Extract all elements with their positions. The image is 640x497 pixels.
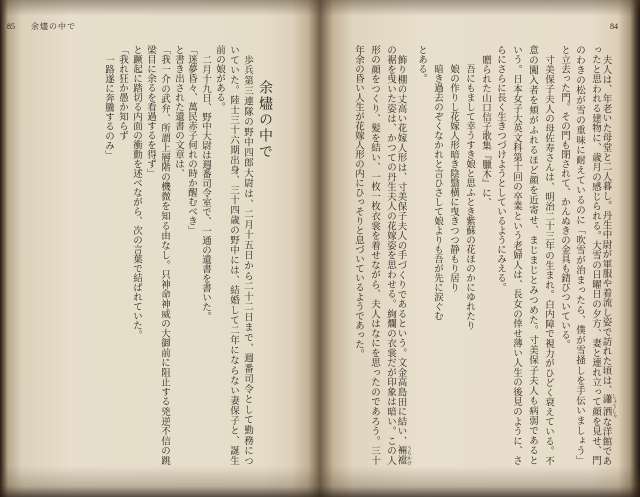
page-number: 84 — [610, 22, 618, 31]
text-line: 寸美保子夫人の母佐寿さんは、明治二十三年の生まれ。白内障で視力がひどく衰えている。不 — [543, 54, 554, 465]
text-line: ったと思われる建物に、歳月の感じられる。大雪の日曜日の夕方、妻と連れ立って顔を見せ、門 — [590, 45, 601, 465]
bottom-edge-shadow — [0, 466, 640, 497]
ruby-annotation: しょうしゃ — [611, 392, 617, 418]
poem-line: 暗き過去のぞくなかれと言ひさして娘よりも吾が先に涙ぐむ — [432, 64, 443, 321]
text-line: らにさらに長く生きつづけようとしているようにみえる。 — [495, 45, 506, 292]
page-number: 85 — [7, 22, 15, 31]
text-line: 意の闖入者を頬がふれるほど顔を近寄せ、まじまじとみつめた。寸美保子夫人も病弱であると — [527, 45, 538, 465]
text-segment: 飾り棚の丈高い花嫁人形は、寸美保子夫人の手づくりであるという。文金高島田に結い、 — [395, 54, 407, 446]
text-line: 前の娘がある。 — [214, 45, 225, 112]
text-line — [395, 45, 412, 465]
ruby-word — [395, 445, 412, 465]
text-segment: な洋館であ — [600, 416, 612, 466]
text-line: 形の顔をつくり、髪を結い、一枚一枚衣裳を着せながら、夫人はなにを思ったのであろう。三十 — [369, 45, 380, 465]
text-line: の裾を曳いた姿は、かつての丹生夫人の花嫁姿を思わせる。絢爛の衣裳だが印象は暗い。この人 — [385, 45, 396, 465]
poem-line: 吾にもまして幸うすき娘と思ふとき紫蘇の花ほのかにゆれたり — [464, 64, 475, 330]
text-line: とある。 — [416, 45, 427, 83]
top-edge-shadow — [0, 0, 640, 16]
text-line: いう。日本女子大英文科第十回の卒業という老婦人は、長女の倖せ薄い人生の後見のように、さ — [511, 45, 522, 465]
quoted-line: 「我一介の武弁、所謂上層階の機微を知る由なし。只神命神威の大御前に阻止する兇逆不信の跳 — [159, 45, 170, 465]
quoted-line: 「我れ狂か愚か知らず — [117, 45, 128, 140]
text-line — [600, 45, 617, 466]
text-line: と書き出された遺書の文章は、 — [173, 45, 184, 178]
ruby-word — [600, 392, 617, 418]
text-line: 年余の昏い人生が花嫁人形の内にひっそりと息づいているようであった。 — [353, 45, 364, 359]
text-segment: 夫人は、年老いた母堂と二人暮し。丹生中尉が軍服や着流し姿で訪れた頃は、 — [600, 54, 612, 395]
ruby-base: 瀟洒 — [600, 392, 612, 418]
ruby-annotation: うちかけ — [406, 445, 412, 465]
quoted-line: 「迷夢昏々、萬民赤子何れの時か醒むべき」 — [186, 45, 197, 235]
text-line: と蹶起に踏切る内面の衝動を述べながら、次の言葉で結ばれていた。 — [131, 45, 142, 340]
running-head: 余燼の中で — [31, 22, 76, 31]
right-page — [320, 0, 640, 497]
quoted-line: 一路遂に奔騰するのみ」 — [103, 54, 114, 159]
chapter-title: 余燼の中で — [257, 80, 273, 160]
text-line: 贈られた山口信子歌集『臘木』に、 — [480, 54, 491, 207]
poem-line: 娘の作りし花嫁人形暗き陰翳横に曳きつつ静もり居り — [448, 64, 459, 292]
text-line: 二月十九日、野中大尉は週番司令室で、一通の遺書を書いた。 — [200, 54, 211, 321]
text-line: いていた。陸士三十六期出身、三十四歳の野中には、結婚して二年にならない妻保子と、誕生 — [228, 45, 239, 465]
quoted-line: 梁目に余るを看過するを得ず」 — [145, 45, 156, 178]
text-line: のわきの松が雪の重味に耐えているのに「吹雪が治まったら、僕が雪掻しを手伝いましょう」 — [574, 45, 585, 466]
text-line: と立去った門。その門も閉されて、かんぬきの金具も錆びついている。 — [559, 45, 570, 349]
text-line: 歩兵第三連隊の野中四郎大尉は、二月十五日から二十二日まで、週番司令として勤務につ — [242, 54, 253, 465]
ruby-base: 裲襠 — [395, 445, 407, 465]
